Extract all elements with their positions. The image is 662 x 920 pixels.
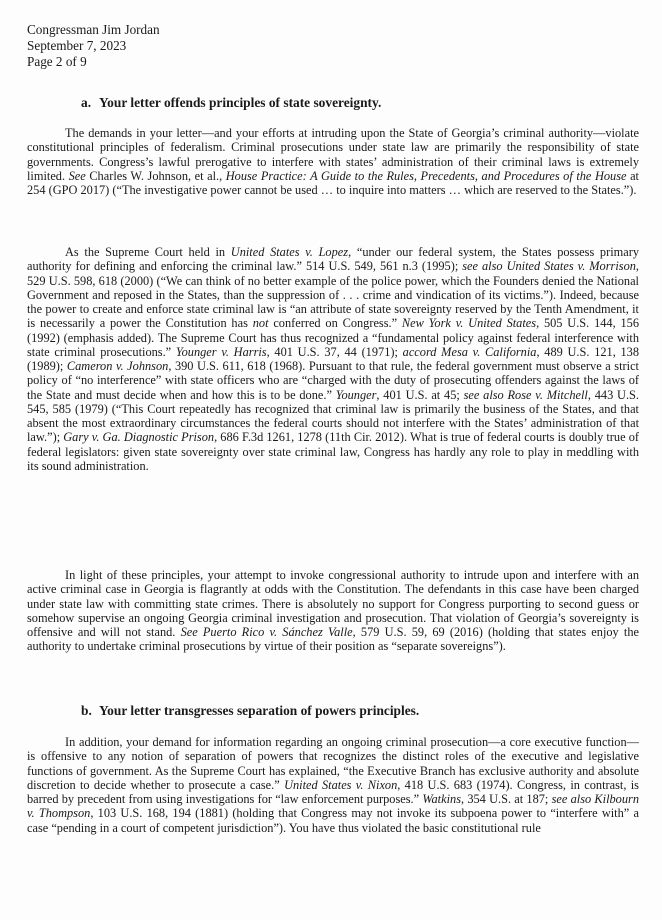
- body-text: , 103 U.S. 168, 194 (1881) (holding that Congress may not invoke its subpoena power to “interfere with” a case “pending in a court of competent jurisdiction”). You have thus violated the basic constitutional rule: [27, 806, 639, 835]
- letter-date: September 7, 2023: [27, 38, 127, 53]
- section-a-heading: [81, 95, 381, 111]
- citation-text: New York v. United States: [401, 316, 537, 331]
- section-b-letter: b.: [81, 703, 92, 718]
- body-text: , 489 U.S. 121, 138 (1989);: [27, 344, 640, 373]
- body-text: , 529 U.S. 598, 618 (2000) (“We can think of no better example of the police power, which the Founders denied the National Government and reposed in the States, than the suppression of . . . crime and vindication of its victims.”). Indeed, because the power to create and enforce state criminal law is “an attribute of state sovereignty reserved by the Tenth Amendment, it is necessarily a power the Constitution has: [27, 259, 640, 331]
- body-text: , 401 U.S. 37, 44 (1971);: [266, 344, 403, 359]
- citation-text: see also United States v. Morrison: [462, 259, 636, 274]
- paragraph-3: [27, 568, 639, 654]
- citation-text: United States v. Nixon: [284, 777, 398, 792]
- citation-text: Younger: [335, 387, 377, 402]
- body-text: In addition, your demand for information regarding an ongoing criminal prosecution—a core executive function—is offensive to any notion of separation of powers that recognizes the distinct roles of the executive and legislative functions of government. As the Supreme Court has explained, “the Executive Branch has exclusive authority and absolute discretion to decide whether to prosecute a case.”: [27, 735, 639, 792]
- recipient-name: Congressman Jim Jordan: [27, 22, 160, 37]
- body-text: , 418 U.S. 683 (1974). Congress, in contrast, is barred by precedent from using investigations for “law enforcement purposes.”: [27, 777, 639, 806]
- section-b-title: Your letter transgresses separation of powers principles.: [99, 703, 420, 718]
- citation-text: See: [68, 168, 86, 183]
- citation-text: accord Mesa v. California: [402, 344, 537, 359]
- citation-text: see also Rose v. Mitchell: [463, 387, 588, 402]
- section-b-heading: [81, 703, 419, 719]
- body-text: , 401 U.S. at 45;: [376, 387, 464, 402]
- paragraph-4: [27, 735, 639, 835]
- body-text: , 686 F.3d 1261, 1278 (11th Cir. 2012). What is true of federal courts is doubly true of federal legislators: given state sovereignty over state criminal law, Congress has hardly any role to play in meddling with its sound administration.: [27, 430, 639, 473]
- body-text: In light of these principles, your attempt to invoke congressional authority to intrude upon and interfere with an active criminal case in Georgia is flagrantly at odds with the Constitution. The defendants in this case have been charged under state law with committing state crimes. There is absolutely no support for Congress purporting to second guess or somehow supervise an ongoing Georgia criminal investigation and prosecution. That violation of Georgia’s sovereignty is offensive and will not stand.: [27, 568, 639, 639]
- citation-text: Gary v. Ga. Diagnostic Prison: [63, 430, 215, 445]
- citation-text: see also Kilbourn v. Thompson: [27, 792, 640, 821]
- body-text: , 354 U.S. at 187;: [461, 792, 552, 806]
- body-text: , 505 U.S. 144, 156 (1992) (emphasis added). The Supreme Court has thus recognized a “fundamental policy against federal interference with state criminal prosecutions.”: [27, 316, 640, 359]
- citation-text: House Practice: A Guide to the Rules, Precedents, and Procedures of the House: [225, 168, 627, 183]
- body-text: The demands in your letter—and your efforts at intruding upon the State of Georgia’s criminal authority—violate constitutional principles of federalism. Criminal prosecutions under state law are primarily the responsibility of state governments. Congress’s lawful prerogative to interfere with states’ administration of their criminal laws is extremely limited.: [27, 126, 639, 183]
- section-a-title: Your letter offends principles of state sovereignty.: [99, 95, 382, 110]
- page-number: Page 2 of 9: [27, 54, 87, 69]
- citation-text: Watkins: [422, 792, 461, 806]
- citation-text: Cameron v. Johnson: [66, 359, 169, 373]
- body-text: , 390 U.S. 611, 618 (1968). Pursuant to that rule, the federal government must observe a strict policy of “no interference” with state officers who are “charged with the duty of prosecuting offenders against the laws of the State and must decide when and how this is to be done.”: [27, 359, 639, 402]
- body-text: As the Supreme Court held in: [65, 245, 231, 259]
- section-a-letter: a.: [81, 95, 92, 110]
- body-text: at 254 (GPO 2017) (“The investigative power cannot be used … to inquire into matters … which are reserved to the States.”).: [27, 168, 639, 197]
- citation-text: United States v. Lopez: [230, 245, 349, 259]
- paragraph-2: [27, 245, 639, 473]
- letter-header: [27, 22, 160, 70]
- body-text: , 443 U.S. 545, 585 (1979) (“This Court repeatedly has recognized that criminal law is primarily the business of the States, and that absent the most extraordinary circumstances the federal courts should not interfere with the States’ administration of that law.”);: [27, 387, 639, 445]
- body-text: Charles W. Johnson, et al.,: [85, 168, 226, 183]
- body-text: , 579 U.S. 59, 69 (2016) (holding that states enjoy the authority to undertake criminal prosecutions by virtue of their position as “separate sovereigns”).: [27, 625, 639, 654]
- paragraph-1: [27, 126, 639, 197]
- citation-text: not: [252, 316, 269, 331]
- body-text: conferred on Congress.”: [268, 316, 402, 331]
- body-text: , “under our federal system, the States possess primary authority for defining and enforcing the criminal law.” 514 U.S. 549, 561 n.3 (1995);: [27, 245, 640, 274]
- citation-text: Younger v. Harris: [175, 344, 267, 359]
- citation-text: See Puerto Rico v. Sánchez Valle: [180, 625, 353, 639]
